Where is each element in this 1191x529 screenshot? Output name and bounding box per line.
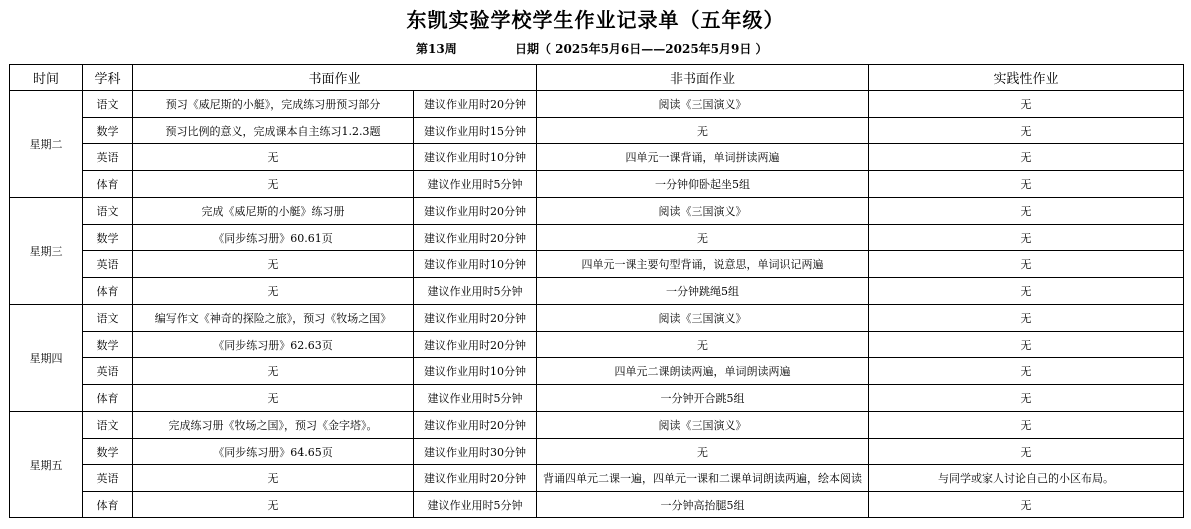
table-row — [10, 171, 1184, 198]
practice-homework-cell: 无 — [869, 225, 1184, 251]
suggested-time-cell: 建议作业用时5分钟 — [414, 492, 537, 518]
written-homework-cell: 无 — [133, 144, 414, 171]
suggested-time-cell: 建议作业用时5分钟 — [414, 385, 537, 412]
subject-cell: 语文 — [83, 198, 133, 225]
table-row — [10, 439, 1184, 465]
table-row — [10, 412, 1184, 439]
table-row — [10, 118, 1184, 144]
suggested-time-cell: 建议作业用时20分钟 — [414, 412, 537, 439]
day-cell: 星期三 — [10, 198, 83, 305]
subject-cell: 英语 — [83, 465, 133, 492]
non-written-homework-cell: 阅读《三国演义》 — [537, 412, 869, 439]
written-homework-cell: 预习比例的意义，完成课本自主练习1.2.3题 — [133, 118, 414, 144]
non-written-homework-cell: 一分钟高抬腿5组 — [537, 492, 869, 518]
table-row — [10, 251, 1184, 278]
practice-homework-cell: 无 — [869, 492, 1184, 518]
subject-cell: 英语 — [83, 251, 133, 278]
table-body — [10, 91, 1184, 518]
suggested-time-cell: 建议作业用时5分钟 — [414, 278, 537, 305]
table-row — [10, 144, 1184, 171]
written-homework-cell: 无 — [133, 492, 414, 518]
suggested-time-cell: 建议作业用时20分钟 — [414, 465, 537, 492]
practice-homework-cell: 无 — [869, 144, 1184, 171]
subject-cell: 数学 — [83, 439, 133, 465]
practice-homework-cell: 无 — [869, 332, 1184, 358]
non-written-homework-cell: 阅读《三国演义》 — [537, 198, 869, 225]
table-row — [10, 492, 1184, 518]
table-header-row — [10, 65, 1184, 91]
col-header-practice: 实践性作业 — [869, 65, 1184, 91]
col-header-subject: 学科 — [83, 65, 133, 91]
written-homework-cell: 预习《威尼斯的小艇》，完成练习册预习部分 — [133, 91, 414, 118]
suggested-time-cell: 建议作业用时10分钟 — [414, 144, 537, 171]
table-row — [10, 385, 1184, 412]
suggested-time-cell: 建议作业用时20分钟 — [414, 332, 537, 358]
non-written-homework-cell: 一分钟开合跳5组 — [537, 385, 869, 412]
written-homework-cell: 《同步练习册》64.65页 — [133, 439, 414, 465]
practice-homework-cell: 无 — [869, 198, 1184, 225]
practice-homework-cell: 无 — [869, 439, 1184, 465]
subject-cell: 英语 — [83, 144, 133, 171]
written-homework-cell: 完成练习册《牧场之国》，预习《金字塔》。 — [133, 412, 414, 439]
suggested-time-cell: 建议作业用时30分钟 — [414, 439, 537, 465]
table-row — [10, 198, 1184, 225]
subject-cell: 数学 — [83, 118, 133, 144]
non-written-homework-cell: 无 — [537, 439, 869, 465]
practice-homework-cell: 无 — [869, 412, 1184, 439]
subject-cell: 体育 — [83, 171, 133, 198]
subject-cell: 体育 — [83, 278, 133, 305]
table-row — [10, 225, 1184, 251]
date-range-label: 日期（ 2025年5月6日——2025年5月9日 ） — [515, 42, 768, 56]
suggested-time-cell: 建议作业用时10分钟 — [414, 251, 537, 278]
written-homework-cell: 完成《威尼斯的小艇》练习册 — [133, 198, 414, 225]
practice-homework-cell: 无 — [869, 251, 1184, 278]
practice-homework-cell: 无 — [869, 358, 1184, 385]
table-row — [10, 358, 1184, 385]
col-header-non-written: 非书面作业 — [537, 65, 869, 91]
suggested-time-cell: 建议作业用时20分钟 — [414, 225, 537, 251]
suggested-time-cell: 建议作业用时10分钟 — [414, 358, 537, 385]
suggested-time-cell: 建议作业用时5分钟 — [414, 171, 537, 198]
written-homework-cell: 无 — [133, 358, 414, 385]
table-row — [10, 91, 1184, 118]
suggested-time-cell: 建议作业用时20分钟 — [414, 198, 537, 225]
subject-cell: 语文 — [83, 412, 133, 439]
written-homework-cell: 无 — [133, 171, 414, 198]
subject-cell: 英语 — [83, 358, 133, 385]
homework-table — [9, 64, 1184, 518]
subject-cell: 数学 — [83, 332, 133, 358]
suggested-time-cell: 建议作业用时15分钟 — [414, 118, 537, 144]
subject-cell: 体育 — [83, 385, 133, 412]
subject-cell: 数学 — [83, 225, 133, 251]
week-label: 第13周 — [416, 42, 457, 56]
written-homework-cell: 无 — [133, 278, 414, 305]
day-cell: 星期二 — [10, 91, 83, 198]
non-written-homework-cell: 无 — [537, 225, 869, 251]
col-header-time: 时间 — [10, 65, 83, 91]
non-written-homework-cell: 阅读《三国演义》 — [537, 305, 869, 332]
suggested-time-cell: 建议作业用时20分钟 — [414, 91, 537, 118]
suggested-time-cell: 建议作业用时20分钟 — [414, 305, 537, 332]
non-written-homework-cell: 一分钟跳绳5组 — [537, 278, 869, 305]
written-homework-cell: 无 — [133, 465, 414, 492]
written-homework-cell: 无 — [133, 251, 414, 278]
day-cell: 星期四 — [10, 305, 83, 412]
table-row — [10, 465, 1184, 492]
written-homework-cell: 《同步练习册》60.61页 — [133, 225, 414, 251]
subject-cell: 语文 — [83, 91, 133, 118]
table-row — [10, 332, 1184, 358]
practice-homework-cell: 无 — [869, 305, 1184, 332]
page-title: 东凯实验学校学生作业记录单（五年级） — [406, 8, 785, 32]
col-header-written: 书面作业 — [133, 65, 537, 91]
practice-homework-cell: 与同学或家人讨论自己的小区布局。 — [869, 465, 1184, 492]
practice-homework-cell: 无 — [869, 91, 1184, 118]
table-row — [10, 305, 1184, 332]
non-written-homework-cell: 背诵四单元二课一遍，四单元一课和二课单词朗读两遍，绘本阅读 — [537, 465, 869, 492]
subject-cell: 体育 — [83, 492, 133, 518]
table-row — [10, 278, 1184, 305]
written-homework-cell: 编写作文《神奇的探险之旅》，预习《牧场之国》 — [133, 305, 414, 332]
non-written-homework-cell: 无 — [537, 332, 869, 358]
written-homework-cell: 无 — [133, 385, 414, 412]
non-written-homework-cell: 无 — [537, 118, 869, 144]
non-written-homework-cell: 一分钟仰卧起坐5组 — [537, 171, 869, 198]
non-written-homework-cell: 阅读《三国演义》 — [537, 91, 869, 118]
non-written-homework-cell: 四单元一课主要句型背诵，说意思，单词识记两遍 — [537, 251, 869, 278]
practice-homework-cell: 无 — [869, 385, 1184, 412]
non-written-homework-cell: 四单元一课背诵，单词拼读两遍 — [537, 144, 869, 171]
practice-homework-cell: 无 — [869, 171, 1184, 198]
practice-homework-cell: 无 — [869, 278, 1184, 305]
written-homework-cell: 《同步练习册》62.63页 — [133, 332, 414, 358]
practice-homework-cell: 无 — [869, 118, 1184, 144]
day-cell: 星期五 — [10, 412, 83, 518]
subject-cell: 语文 — [83, 305, 133, 332]
non-written-homework-cell: 四单元二课朗读两遍，单词朗读两遍 — [537, 358, 869, 385]
